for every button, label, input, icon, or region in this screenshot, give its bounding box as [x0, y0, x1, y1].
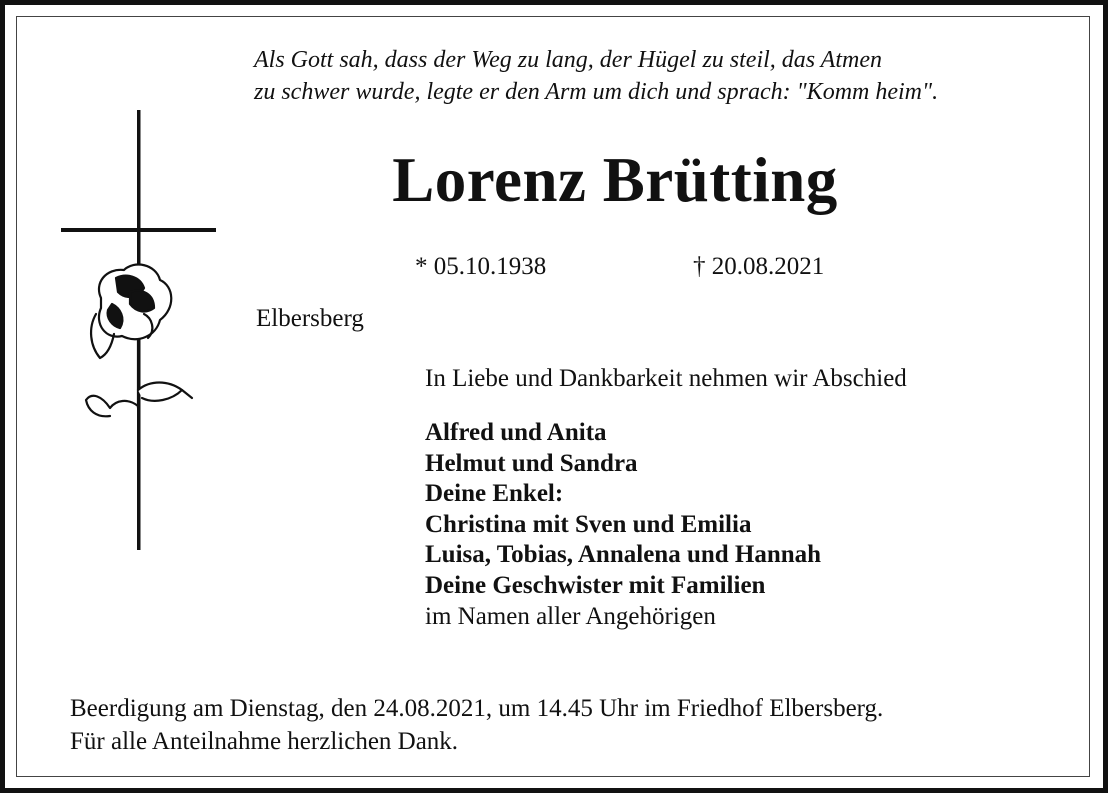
funeral-notice [70, 692, 883, 758]
mourner-line: Deine Geschwister mit Familien [425, 571, 766, 599]
rose-icon [86, 265, 192, 417]
verse-line-2: zu schwer wurde, legte er den Arm um dich und sprach: "Komm heim". [254, 79, 939, 105]
mourner-line: Luisa, Tobias, Annalena und Hannah [425, 541, 822, 569]
thanks-line: Für alle Anteilnahme herzlichen Dank. [70, 728, 459, 755]
verse-line-1: Als Gott sah, dass der Weg zu lang, der Hügel zu steil, das Atmen [254, 47, 882, 73]
mourner-line: im Namen aller Angehörigen [425, 602, 716, 630]
mourner-line: Helmut und Sandra [425, 449, 638, 477]
mourner-line: Alfred und Anita [425, 419, 607, 446]
hometown: Elbersberg [256, 305, 364, 332]
memorial-verse [254, 44, 938, 108]
mourner-line: Deine Enkel: [425, 480, 564, 508]
birth-date: * 05.10.1938 [415, 253, 547, 280]
death-date: † 20.08.2021 [693, 253, 825, 280]
mourners-list [425, 418, 821, 632]
farewell-line: In Liebe und Dankbarkeit nehmen wir Abschied [425, 365, 907, 392]
mourner-line: Christina mit Sven und Emilia [425, 510, 752, 538]
funeral-details: Beerdigung am Dienstag, den 24.08.2021, um 14.45 Uhr im Friedhof Elbersberg. [70, 695, 884, 722]
deceased-name: Lorenz Brütting [392, 145, 838, 215]
